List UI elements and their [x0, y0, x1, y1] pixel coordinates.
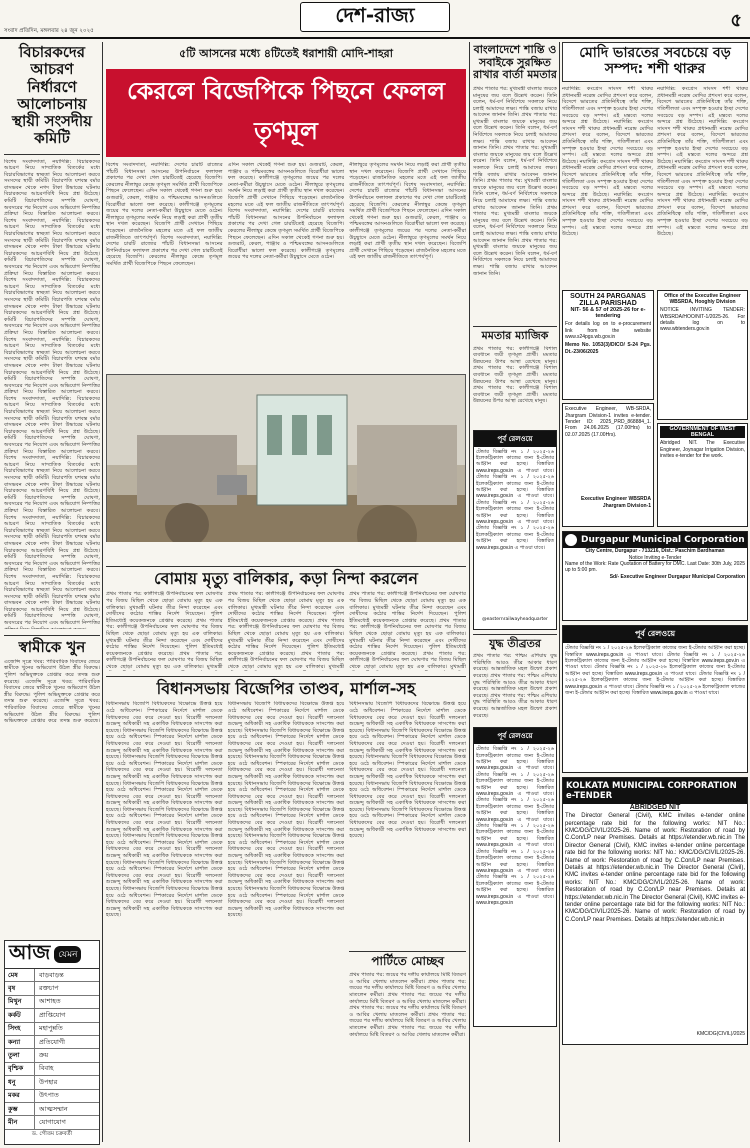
rashi-row: [5, 1036, 99, 1049]
rashi-value: আশাহত: [39, 997, 61, 1006]
rashi-sign: মকর: [5, 1090, 35, 1102]
rashi-value: আত্মসম্মান: [39, 1104, 68, 1113]
party-headline: পার্টিতে মোচ্ছব: [349, 951, 466, 972]
eastern-rail-ad-2: পূর্ব রেলওয়ে টেন্ডার বিজ্ঞপ্তি নং ১ / ২০২৫-২৬ ইলেকট্রিক্যাল কাজের জন্য ই-টেন্ডার আহ্বান করা হচ্ছে। বিস্তারিত www.ireps.gov.in এ পাওয়া যাবে। টেন্ডার বিজ্ঞপ্তি নং ১ / ২০২৫-২৬ ইলেকট্রিক্যাল কাজের জন্য ই-টেন্ডার আহ্বান করা হচ্ছে। বিস্তারিত www.ireps.gov.in এ পাওয়া যাবে। টেন্ডার বিজ্ঞপ্তি নং ১ / ২০২৫-২৬ ইলেকট্রিক্যাল কাজের জন্য ই-টেন্ডার আহ্বান করা হচ্ছে। বিস্তারিত www.ireps.gov.in এ পাওয়া যাবে। টেন্ডার বিজ্ঞপ্তি নং ১ / ২০২৫-২৬ ইলেকট্রিক্যাল কাজের জন্য ই-টেন্ডার আহ্বান করা হচ্ছে। বিস্তারিত www.ireps.gov.in এ পাওয়া যাবে। টেন্ডার বিজ্ঞপ্তি নং ১ / ২০২৫-২৬ ইলেকট্রিক্যাল কাজের জন্য ই-টেন্ডার আহ্বান করা হচ্ছে। বিস্তারিত www.ireps.gov.in এ পাওয়া যাবে। টেন্ডার বিজ্ঞপ্তি নং ১ / ২০২৫-২৬ ইলেকট্রিক্যাল কাজের জন্য ই-টেন্ডার আহ্বান করা হচ্ছে। বিস্তারিত www.ireps.gov.in এ পাওয়া যাবে। www.ireps.gov.in: [473, 727, 557, 1027]
eastern-rail-ad-1: পূর্ব রেলওয়ে টেন্ডার বিজ্ঞপ্তি নং ১ / ২০২৫-২৬ ইলেকট্রিক্যাল কাজের জন্য ই-টেন্ডার আহ্বান করা হচ্ছে। বিস্তারিত www.ireps.gov.in এ পাওয়া যাবে। টেন্ডার বিজ্ঞপ্তি নং ১ / ২০২৫-২৬ ইলেকট্রিক্যাল কাজের জন্য ই-টেন্ডার আহ্বান করা হচ্ছে। বিস্তারিত www.ireps.gov.in এ পাওয়া যাবে। টেন্ডার বিজ্ঞপ্তি নং ১ / ২০২৫-২৬ ইলেকট্রিক্যাল কাজের জন্য ই-টেন্ডার আহ্বান করা হচ্ছে। বিস্তারিত www.ireps.gov.in এ পাওয়া যাবে। টেন্ডার বিজ্ঞপ্তি নং ১ / ২০২৫-২৬ ইলেকট্রিক্যাল কাজের জন্য ই-টেন্ডার আহ্বান করা হচ্ছে। বিস্তারিত www.ireps.gov.in এ পাওয়া যাবে। @easternrailwayheadquarter: [473, 430, 557, 630]
eastern-rail-ad-3: পূর্ব রেলওয়ে টেন্ডার বিজ্ঞপ্তি নং ১ / ২০২৫-২৬ ইলেকট্রিক্যাল কাজের জন্য ই-টেন্ডার আহ্বান করা হচ্ছে। বিস্তারিত www.ireps.gov.in এ পাওয়া যাবে। টেন্ডার বিজ্ঞপ্তি নং ১ / ২০২৫-২৬ ইলেকট্রিক্যাল কাজের জন্য ই-টেন্ডার আহ্বান করা হচ্ছে। বিস্তারিত www.ireps.gov.in এ পাওয়া যাবে। টেন্ডার বিজ্ঞপ্তি নং ১ / ২০২৫-২৬ ইলেকট্রিক্যাল কাজের জন্য ই-টেন্ডার আহ্বান করা হচ্ছে। বিস্তারিত www.ireps.gov.in এ পাওয়া যাবে। টেন্ডার বিজ্ঞপ্তি নং ১ / ২০২৫-২৬ ইলেকট্রিক্যাল কাজের জন্য ই-টেন্ডার আহ্বান করা হচ্ছে। বিস্তারিত www.ireps.gov.in এ পাওয়া যাবে। টেন্ডার বিজ্ঞপ্তি নং ১ / ২০২৫-২৬ ইলেকট্রিক্যাল কাজের জন্য ই-টেন্ডার আহ্বান করা হচ্ছে। বিস্তারিত www.ireps.gov.in এ পাওয়া যাবে।: [562, 625, 748, 773]
sp24-ad: SOUTH 24 PARGANAS ZILLA PARISHAD NIT- 56 & 57 of 2025-26 for e-tendering For details log on to e-procurement link from the website www.s24pgs.wb.gov.in Memo No. 1053(3)/DICO/ S-24 Pgs. Dt.-23/06/2025: [562, 290, 654, 400]
rashi-row: [5, 1023, 99, 1036]
rashi-value: উৎপাত: [39, 1091, 59, 1100]
rashi-row: [5, 1090, 99, 1103]
col4-headline: বাংলাদেশে শান্তি ও সবাইকে সুরক্ষিত রাখার বার্তা মমতার: [473, 43, 557, 82]
hooghly-ad: Office of the Executive Engineer WBSRDA, Hooghly Division NOTICE INVITING TENDER: WBSRDA/HOO/NIT-1/2025-26. For details log on to www.wbtenders.gov.in: [657, 290, 748, 420]
horoscope-title: আজ: [9, 940, 51, 964]
main-headline: কেরলে বিজেপিকে পিছনে ফেলল তৃণমূল: [106, 69, 466, 157]
vidhan-headline: বিধানসভায় বিজেপির তাণ্ডব, মার্শাল-সহ: [156, 679, 416, 698]
rashi-value: প্রাপ্তিযোগ: [39, 1010, 66, 1019]
rashi-value: রক্তচাপ: [39, 984, 59, 993]
rashi-value: বিবাহ: [39, 1064, 54, 1073]
rashi-value: মহাপুন্নতি: [39, 1024, 63, 1033]
main-body-b: এদিন সকাল থেকেই গণনা শুরু হয়। গুজরাট, কেরল, পাঞ্জাব ও পশ্চিমবঙ্গের আসনগুলিতে বিরোধীরা ভালো ফল করেছে। কালীগঞ্জে তৃণমূলের জয়ের পর দলের নেতা-কর্মীরা উচ্ছ্বাসে মেতে ওঠেন। নীলাম্বুরে তৃণমূলের সমর্থন নিয়ে লড়াই করা প্রার্থী তৃতীয় স্থান দখল করেছেন। বিজেপি প্রার্থী সেখানে পিছিয়ে পড়েছেন। রাজনৈতিক মহলের মতে এই ফল জাতীয় রাজনীতিতে তাৎপর্যপূর্ণ। বিশেষ সংবাদদাতা, নয়াদিল্লি: দেশের চারটি রাজ্যের পাঁচটি বিধানসভা আসনের উপনির্বাচনে ফলাফল প্রকাশের পর দেখা গেল চারটিতেই হেরেছে বিজেপি। কেরলের নীলাম্বুর কেন্দ্রে তৃণমূল সমর্থিত প্রার্থী বিজেপিকে পিছনে ফেলেছেন। এদিন সকাল থেকেই গণনা শুরু হয়। গুজরাট, কেরল, পাঞ্জাব ও পশ্চিমবঙ্গের আসনগুলিতে বিরোধীরা ভালো ফল করেছে। কালীগঞ্জে তৃণমূলের জয়ের পর দলের নেতা-কর্মীরা উচ্ছ্বাসে মেতে ওঠেন।: [227, 162, 345, 261]
rashi-sign: বৃশ্চিক: [5, 1063, 35, 1075]
col5: মোদি ভারতের সবচেয়ে বড় সম্পদ: শশী থারুর নয়াদিল্লি: কংগ্রেস সাংসদ শশী থারুর প্রধানমন্ত্রী নরেন্দ্র মোদির প্রশংসা করে বলেন, বিদেশে ভারতের প্রতিনিধিত্বে তাঁর শক্তি, গতিশীলতা এবং সম্পৃক্ত হওয়ার ইচ্ছা দেশের সবচেয়ে বড় সম্পদ। এই মন্তব্যে দলের অন্দরে প্রশ্ন উঠেছে। নয়াদিল্লি: কংগ্রেস সাংসদ শশী থারুর প্রধানমন্ত্রী নরেন্দ্র মোদির প্রশংসা করে বলেন, বিদেশে ভারতের প্রতিনিধিত্বে তাঁর শক্তি, গতিশীলতা এবং সম্পৃক্ত হওয়ার ইচ্ছা দেশের সবচেয়ে বড় সম্পদ। এই মন্তব্যে দলের অন্দরে প্রশ্ন উঠেছে। নয়াদিল্লি: কংগ্রেস সাংসদ শশী থারুর প্রধানমন্ত্রী নরেন্দ্র মোদির প্রশংসা করে বলেন, বিদেশে ভারতের প্রতিনিধিত্বে তাঁর শক্তি, গতিশীলতা এবং সম্পৃক্ত হওয়ার ইচ্ছা দেশের সবচেয়ে বড় সম্পদ। এই মন্তব্যে দলের অন্দরে প্রশ্ন উঠেছে। নয়াদিল্লি: কংগ্রেস সাংসদ শশী থারুর প্রধানমন্ত্রী নরেন্দ্র মোদির প্রশংসা করে বলেন, বিদেশে ভারতের প্রতিনিধিত্বে তাঁর শক্তি, গতিশীলতা এবং সম্পৃক্ত হওয়ার ইচ্ছা দেশের সবচেয়ে বড় সম্পদ। এই মন্তব্যে দলের অন্দরে প্রশ্ন উঠেছে। নয়াদিল্লি: কংগ্রেস সাংসদ শশী থারুর প্রধানমন্ত্রী নরেন্দ্র মোদির প্রশংসা করে বলেন, বিদেশে ভারতের প্রতিনিধিত্বে তাঁর শক্তি, গতিশীলতা এবং সম্পৃক্ত হওয়ার ইচ্ছা দেশের সবচেয়ে বড় সম্পদ। এই মন্তব্যে দলের অন্দরে প্রশ্ন উঠেছে। নয়াদিল্লি: কংগ্রেস সাংসদ শশী থারুর প্রধানমন্ত্রী নরেন্দ্র মোদির প্রশংসা করে বলেন, বিদেশে ভারতের প্রতিনিধিত্বে তাঁর শক্তি, গতিশীলতা এবং সম্পৃক্ত হওয়ার ইচ্ছা দেশের সবচেয়ে বড় সম্পদ। এই মন্তব্যে দলের অন্দরে প্রশ্ন উঠেছে। নয়াদিল্লি: কংগ্রেস সাংসদ শশী থারুর প্রধানমন্ত্রী নরেন্দ্র মোদির প্রশংসা করে বলেন, বিদেশে ভারতের প্রতিনিধিত্বে তাঁর শক্তি, গতিশীলতা এবং সম্পৃক্ত হওয়ার ইচ্ছা দেশের সবচেয়ে বড় সম্পদ। এই মন্তব্যে দলের অন্দরে প্রশ্ন উঠেছে। নয়াদিল্লি: কংগ্রেস সাংসদ শশী থারুর প্রধানমন্ত্রী নরেন্দ্র মোদির প্রশংসা করে বলেন, বিদেশে ভারতের প্রতিনিধিত্বে তাঁর শক্তি, গতিশীলতা এবং সম্পৃক্ত হওয়ার ইচ্ছা দেশের সবচেয়ে বড় সম্পদ। এই মন্তব্যে দলের অন্দরে প্রশ্ন উঠেছে। SOUTH 24 PARGANAS ZILLA PARISHAD NIT- 56 & 57 of 2025-26 for e-tendering For details log on to e-procurement link from the website www.s24pgs.wb.gov.in Memo No. 1053(3)/DICO/ S-24 Pgs. Dt.-23/06/2025 Executive Engineer, WB-SRDA, Jhargram Division-1 invites e-tender. Tender ID: 2025_PRD_868884_1. From 24.06.2025 (17.00Hrs) to 02.07.2025 (17.00Hrs). Executive Engineer WBSRDA Jhargram Division-1 Office of the Executive Engineer WBSRDA, Hooghly Division NOTICE INVITING TENDER: WBSRDA/HOO/NIT-1/2025-26. For details log on to www.wbtenders.gov.in GOVERNMENT OF WEST BENGAL Abridged NIT. The Executive Engineer, Joynagar Irrigation Division, invites e-tender for the work. Durgapur Municipal Corporation City Centre, Durgapur - 713216, Dist.: Paschim Bardhaman Notice Inviting e-Tender Name of the Work: Rate Quotation of Battery for DMC. Last Date: 30th July, 2025 up to 5:00 pm. Sd/- Executive Engineer Durgapur Municipal Corporation পূর্ব রেলওয়ে টেন্ডার বিজ্ঞপ্তি নং ১ / ২০২৫-২৬ ইলেকট্রিক্যাল কাজের জন্য ই-টেন্ডার আহ্বান করা হচ্ছে। বিস্তারিত www.ireps.gov.in এ পাওয়া যাবে। টেন্ডার বিজ্ঞপ্তি নং ১ / ২০২৫-২৬ ইলেকট্রিক্যাল কাজের জন্য ই-টেন্ডার আহ্বান করা হচ্ছে। বিস্তারিত www.ireps.gov.in এ পাওয়া যাবে। টেন্ডার বিজ্ঞপ্তি নং ১ / ২০২৫-২৬ ইলেকট্রিক্যাল কাজের জন্য ই-টেন্ডার আহ্বান করা হচ্ছে। বিস্তারিত www.ireps.gov.in এ পাওয়া যাবে। টেন্ডার বিজ্ঞপ্তি নং ১ / ২০২৫-২৬ ইলেকট্রিক্যাল কাজের জন্য ই-টেন্ডার আহ্বান করা হচ্ছে। বিস্তারিত www.ireps.gov.in এ পাওয়া যাবে। টেন্ডার বিজ্ঞপ্তি নং ১ / ২০২৫-২৬ ইলেকট্রিক্যাল কাজের জন্য ই-টেন্ডার আহ্বান করা হচ্ছে। বিস্তারিত www.ireps.gov.in এ পাওয়া যাবে। KOLKATA MUNICIPAL CORPORATION e-TENDER ABRIDGED NIT The Director General (Civil), KMC invites e-tender online percentage rate bid for the following works: NIT No.: KMC/DG/CIVIL/2025-26. Name of work: Restoration of road by C.Con/LP near Premises. Details at https://etender.wb.nic.in The Director General (Civil), KMC invites e-tender online percentage rate bid for the following works: NIT No.: KMC/DG/CIVIL/2025-26. Name of work: Restoration of road by C.Con/LP near Premises. Details at https://etender.wb.nic.in The Director General (Civil), KMC invites e-tender online percentage rate bid for the following works: NIT No.: KMC/DG/CIVIL/2025-26. Name of work: Restoration of road by C.Con/LP near Premises. Details at https://etender.wb.nic.in The Director General (Civil), KMC invites e-tender online percentage rate bid for the following works: NIT No.: KMC/DG/CIVIL/2025-26. Name of work: Restoration of road by C.Con/LP near Premises. Details at https://etender.wb.nic.in KMC/DG(CIVIL)/2025: [562, 42, 748, 1146]
astrologer: ড. গৌতম চক্রবর্তী: [31, 1130, 73, 1137]
col1-article: [4, 42, 100, 722]
rashi-row: [5, 1076, 99, 1089]
rashi-sign: কর্কট: [5, 1009, 35, 1021]
section-title: দেশ-রাজ্য: [300, 2, 450, 32]
rashi-sign: বৃষ: [5, 982, 35, 994]
col1-body: বিশেষ সংবাদদাতা, নয়াদিল্লি: বিচারকদের আচরণ নিয়ে সাম্প্রতিক বিতর্কের মধ্যে বিচারবিভাগের স্বচ্ছতা নিয়ে আলোচনা করবে সংসদের স্থায়ী কমিটি। বিচারপতি যশবন্ত বর্মার বাসভবন থেকে নগদ টাকা উদ্ধারের ঘটনায় বিচারকদের আচরণবিধি নিয়ে প্রশ্ন উঠেছে। কমিটি বিচারপতিদের সম্পত্তি ঘোষণা, অবসরের পর নিয়োগ এবং অভিযোগ নিষ্পত্তির প্রক্রিয়া নিয়ে বিস্তারিত আলোচনা করবে। বিশেষ সংবাদদাতা, নয়াদিল্লি: বিচারকদের আচরণ নিয়ে সাম্প্রতিক বিতর্কের মধ্যে বিচারবিভাগের স্বচ্ছতা নিয়ে আলোচনা করবে সংসদের স্থায়ী কমিটি। বিচারপতি যশবন্ত বর্মার বাসভবন থেকে নগদ টাকা উদ্ধারের ঘটনায় বিচারকদের আচরণবিধি নিয়ে প্রশ্ন উঠেছে। কমিটি বিচারপতিদের সম্পত্তি ঘোষণা, অবসরের পর নিয়োগ এবং অভিযোগ নিষ্পত্তির প্রক্রিয়া নিয়ে বিস্তারিত আলোচনা করবে। বিশেষ সংবাদদাতা, নয়াদিল্লি: বিচারকদের আচরণ নিয়ে সাম্প্রতিক বিতর্কের মধ্যে বিচারবিভাগের স্বচ্ছতা নিয়ে আলোচনা করবে সংসদের স্থায়ী কমিটি। বিচারপতি যশবন্ত বর্মার বাসভবন থেকে নগদ টাকা উদ্ধারের ঘটনায় বিচারকদের আচরণবিধি নিয়ে প্রশ্ন উঠেছে। কমিটি বিচারপতিদের সম্পত্তি ঘোষণা, অবসরের পর নিয়োগ এবং অভিযোগ নিষ্পত্তির প্রক্রিয়া নিয়ে বিস্তারিত আলোচনা করবে। বিশেষ সংবাদদাতা, নয়াদিল্লি: বিচারকদের আচরণ নিয়ে সাম্প্রতিক বিতর্কের মধ্যে বিচারবিভাগের স্বচ্ছতা নিয়ে আলোচনা করবে সংসদের স্থায়ী কমিটি। বিচারপতি যশবন্ত বর্মার বাসভবন থেকে নগদ টাকা উদ্ধারের ঘটনায় বিচারকদের আচরণবিধি নিয়ে প্রশ্ন উঠেছে। কমিটি বিচারপতিদের সম্পত্তি ঘোষণা, অবসরের পর নিয়োগ এবং অভিযোগ নিষ্পত্তির প্রক্রিয়া নিয়ে বিস্তারিত আলোচনা করবে। বিশেষ সংবাদদাতা, নয়াদিল্লি: বিচারকদের আচরণ নিয়ে সাম্প্রতিক বিতর্কের মধ্যে বিচারবিভাগের স্বচ্ছতা নিয়ে আলোচনা করবে সংসদের স্থায়ী কমিটি। বিচারপতি যশবন্ত বর্মার বাসভবন থেকে নগদ টাকা উদ্ধারের ঘটনায় বিচারকদের আচরণবিধি নিয়ে প্রশ্ন উঠেছে। কমিটি বিচারপতিদের সম্পত্তি ঘোষণা, অবসরের পর নিয়োগ এবং অভিযোগ নিষ্পত্তির প্রক্রিয়া নিয়ে বিস্তারিত আলোচনা করবে। বিশেষ সংবাদদাতা, নয়াদিল্লি: বিচারকদের আচরণ নিয়ে সাম্প্রতিক বিতর্কের মধ্যে বিচারবিভাগের স্বচ্ছতা নিয়ে আলোচনা করবে সংসদের স্থায়ী কমিটি। বিচারপতি যশবন্ত বর্মার বাসভবন থেকে নগদ টাকা উদ্ধারের ঘটনায় বিচারকদের আচরণবিধি নিয়ে প্রশ্ন উঠেছে। কমিটি বিচারপতিদের সম্পত্তি ঘোষণা, অবসরের পর নিয়োগ এবং অভিযোগ নিষ্পত্তির প্রক্রিয়া নিয়ে বিস্তারিত আলোচনা করবে। বিশেষ সংবাদদাতা, নয়াদিল্লি: বিচারকদের আচরণ নিয়ে সাম্প্রতিক বিতর্কের মধ্যে বিচারবিভাগের স্বচ্ছতা নিয়ে আলোচনা করবে সংসদের স্থায়ী কমিটি। বিচারপতি যশবন্ত বর্মার বাসভবন থেকে নগদ টাকা উদ্ধারের ঘটনায় বিচারকদের আচরণবিধি নিয়ে প্রশ্ন উঠেছে। কমিটি বিচারপতিদের সম্পত্তি ঘোষণা, অবসরের পর নিয়োগ এবং অভিযোগ নিষ্পত্তির প্রক্রিয়া নিয়ে বিস্তারিত আলোচনা করবে। বিশেষ সংবাদদাতা, নয়াদিল্লি: বিচারকদের আচরণ নিয়ে সাম্প্রতিক বিতর্কের মধ্যে বিচারবিভাগের স্বচ্ছতা নিয়ে আলোচনা করবে সংসদের স্থায়ী কমিটি। বিচারপতি যশবন্ত বর্মার বাসভবন থেকে নগদ টাকা উদ্ধারের ঘটনায় বিচারকদের আচরণবিধি নিয়ে প্রশ্ন উঠেছে। কমিটি বিচারপতিদের সম্পত্তি ঘোষণা, অবসরের পর নিয়োগ এবং অভিযোগ নিষ্পত্তির: [4, 158, 100, 627]
horoscope-sub: যেমন: [54, 946, 81, 963]
rashi-value: যোগাযোগ: [39, 1117, 66, 1126]
col1-body2: এজেন্সি সূত্রে খবর: পারিবারিক বিবাদের জেরে স্বামীকে খুনের অভিযোগ উঠল স্ত্রীর বিরুদ্ধে। পুলিশ অভিযুক্তকে গ্রেপ্তার করে তদন্ত শুরু করেছে। এজেন্সি সূত্রে খবর: পারিবারিক বিবাদের জেরে স্বামীকে খুনের অভিযোগ উঠল স্ত্রীর বিরুদ্ধে। পুলিশ অভিযুক্তকে গ্রেপ্তার করে তদন্ত শুরু করেছে। এজেন্সি সূত্রে খবর: পারিবারিক বিবাদের জেরে স্বামীকে খুনের অভিযোগ উঠল স্ত্রীর বিরুদ্ধে। পুলিশ অভিযুক্তকে গ্রেপ্তার করে তদন্ত শুরু করেছে।: [4, 658, 100, 722]
masthead-date: সংবাদ প্রতিদিন, মঙ্গলবার ২৪ জুন ২০২৫: [4, 28, 94, 34]
page-number: ৫: [730, 10, 742, 31]
govt-wb-ad: GOVERNMENT OF WEST BENGAL Abridged NIT. The Executive Engineer, Joynagar Irrigation Division, invites e-tender for the work.: [657, 423, 748, 527]
mosque-photo: [107, 375, 466, 542]
dmc-logo-icon: [565, 534, 577, 546]
rashi-value: উপহার: [39, 1077, 58, 1086]
wbsrda-jhargram-ad: Executive Engineer, WB-SRDA, Jhargram Division-1 invites e-tender. Tender ID: 2025_PRD_868884_1. From 24.06.2025 (17.00Hrs) to 02.07.2025 (17.00Hrs). Executive Engineer WBSRDA Jhargram Division-1: [562, 403, 654, 527]
main-body-a: বিশেষ সংবাদদাতা, নয়াদিল্লি: দেশের চারটি রাজ্যের পাঁচটি বিধানসভা আসনের উপনির্বাচনে ফলাফল প্রকাশের পর দেখা গেল চারটিতেই হেরেছে বিজেপি। কেরলের নীলাম্বুর কেন্দ্রে তৃণমূল সমর্থিত প্রার্থী বিজেপিকে পিছনে ফেলেছেন। এদিন সকাল থেকেই গণনা শুরু হয়। গুজরাট, কেরল, পাঞ্জাব ও পশ্চিমবঙ্গের আসনগুলিতে বিরোধীরা ভালো ফল করেছে। কালীগঞ্জে তৃণমূলের জয়ের পর দলের নেতা-কর্মীরা উচ্ছ্বাসে মেতে ওঠেন। নীলাম্বুরে তৃণমূলের সমর্থন নিয়ে লড়াই করা প্রার্থী তৃতীয় স্থান দখল করেছেন। বিজেপি প্রার্থী সেখানে পিছিয়ে পড়েছেন। রাজনৈতিক মহলের মতে এই ফল জাতীয় রাজনীতিতে তাৎপর্যপূর্ণ। বিশেষ সংবাদদাতা, নয়াদিল্লি: দেশের চারটি রাজ্যের পাঁচটি বিধানসভা আসনের উপনির্বাচনে ফলাফল প্রকাশের পর দেখা গেল চারটিতেই হেরেছে বিজেপি। কেরলের নীলাম্বুর কেন্দ্রে তৃণমূল সমর্থিত প্রার্থী বিজেপিকে পিছনে ফেলেছেন।: [106, 162, 223, 267]
rashi-sign: মিথুন: [5, 996, 35, 1008]
bomb-story: বোমায় মৃত্যু বালিকার, কড়া নিন্দা করলেন প্রথম পাতার পর: কালীগঞ্জে উপনির্বাচনের ফল ঘোষণার পর বিজয় মিছিল থেকে ছোড়া বোমায় মৃত্যু হয় এক বালিকার। মুখ্যমন্ত্রী ঘটনার তীব্র নিন্দা করেছেন এবং দোষীদের কঠোর শাস্তির নির্দেশ দিয়েছেন। পুলিশ ইতিমধ্যেই কয়েকজনকে গ্রেপ্তার করেছে। প্রথম পাতার পর: কালীগঞ্জে উপনির্বাচনের ফল ঘোষণার পর বিজয় মিছিল থেকে ছোড়া বোমায় মৃত্যু হয় এক বালিকার। মুখ্যমন্ত্রী ঘটনার তীব্র নিন্দা করেছেন এবং দোষীদের কঠোর শাস্তির নির্দেশ দিয়েছেন। পুলিশ ইতিমধ্যেই কয়েকজনকে গ্রেপ্তার করেছে। প্রথম পাতার পর: কালীগঞ্জে উপনির্বাচনের ফল ঘোষণার পর বিজয় মিছিল থেকে ছোড়া বোমায় মৃত্যু হয় এক বালিকার। মুখ্যমন্ত্রী প্রথম পাতার পর: কালীগঞ্জে উপনির্বাচনের ফল ঘোষণার পর বিজয় মিছিল থেকে ছোড়া বোমায় মৃত্যু হয় এক বালিকার। মুখ্যমন্ত্রী ঘটনার তীব্র নিন্দা করেছেন এবং দোষীদের কঠোর শাস্তির নির্দেশ দিয়েছেন। পুলিশ ইতিমধ্যেই কয়েকজনকে গ্রেপ্তার করেছে। প্রথম পাতার পর: কালীগঞ্জে উপনির্বাচনের ফল ঘোষণার পর বিজয় মিছিল থেকে ছোড়া বোমায় মৃত্যু হয় এক বালিকার। মুখ্যমন্ত্রী ঘটনার তীব্র নিন্দা করেছেন এবং দোষীদের কঠোর শাস্তির নির্দেশ দিয়েছেন। পুলিশ ইতিমধ্যেই কয়েকজনকে গ্রেপ্তার করেছে। প্রথম পাতার পর: কালীগঞ্জে উপনির্বাচনের ফল ঘোষণার পর বিজয় মিছিল থেকে ছোড়া বোমায় মৃত্যু হয় এক বালিকার। মুখ্যমন্ত্রী প্রথম পাতার পর: কালীগঞ্জে উপনির্বাচনের ফল ঘোষণার পর বিজয় মিছিল থেকে ছোড়া বোমায় মৃত্যু হয় এক বালিকার। মুখ্যমন্ত্রী ঘটনার তীব্র নিন্দা করেছেন এবং দোষীদের কঠোর শাস্তির নির্দেশ দিয়েছেন। পুলিশ ইতিমধ্যেই কয়েকজনকে গ্রেপ্তার করেছে। প্রথম পাতার পর: কালীগঞ্জে উপনির্বাচনের ফল ঘোষণার পর বিজয় মিছিল থেকে ছোড়া বোমায় মৃত্যু হয় এক বালিকার। মুখ্যমন্ত্রী ঘটনার তীব্র নিন্দা করেছেন এবং দোষীদের কঠোর শাস্তির নির্দেশ দিয়েছেন। পুলিশ ইতিমধ্যেই কয়েকজনকে গ্রেপ্তার করেছে। প্রথম পাতার পর: কালীগঞ্জে উপনির্বাচনের ফল ঘোষণার পর বিজয় মিছিল থেকে ছোড়া বোমায় মৃত্যু হয় এক বালিকার। মুখ্যমন্ত্রী: [106, 566, 466, 674]
rashi-row: [5, 1116, 99, 1129]
main-photo: [106, 374, 466, 542]
rashi-list: [5, 969, 99, 1130]
col4-headline3: যুদ্ধ তীব্রতর: [473, 634, 557, 654]
col-divider: [469, 42, 470, 1142]
rashi-row: [5, 1049, 99, 1062]
rashi-row: [5, 982, 99, 995]
rashi-sign: কুম্ভ: [5, 1103, 35, 1115]
rashi-row: [5, 996, 99, 1009]
col-divider: [102, 42, 103, 1142]
col1-headline: বিচারকদের আচরণ নির্ধারণে আলোচনায় স্থায়ী সংসদীয় কমিটি: [4, 42, 100, 155]
rashi-sign: তুলা: [5, 1049, 35, 1061]
col5-headline: মোদি ভারতের সবচেয়ে বড় সম্পদ: শশী থারুর: [562, 42, 748, 82]
top-rule: [0, 37, 750, 39]
vidhan-story: বিধানসভায় বিজেপির তাণ্ডব, মার্শাল-সহ বিধানসভায় বিজেপি বিধায়কদের বিক্ষোভে উত্তপ্ত হয়ে ওঠে অধিবেশন। স্পিকারের নির্দেশে মার্শাল ডেকে বিধায়কদের বের করে দেওয়া হয়। বিরোধী দলনেতা শুভেন্দু অধিকারী সহ একাধিক বিধায়ককে সাসপেন্ড করা হয়েছে। বিধানসভায় বিজেপি বিধায়কদের বিক্ষোভে উত্তপ্ত হয়ে ওঠে অধিবেশন। স্পিকারের নির্দেশে মার্শাল ডেকে বিধায়কদের বের করে দেওয়া হয়। বিরোধী দলনেতা শুভেন্দু অধিকারী সহ একাধিক বিধায়ককে সাসপেন্ড করা হয়েছে। বিধানসভায় বিজেপি বিধায়কদের বিক্ষোভে উত্তপ্ত হয়ে ওঠে অধিবেশন। স্পিকারের নির্দেশে মার্শাল ডেকে বিধায়কদের বের করে দেওয়া হয়। বিরোধী দলনেতা শুভেন্দু অধিকারী সহ একাধিক বিধায়ককে সাসপেন্ড করা হয়েছে। বিধানসভায় বিজেপি বিধায়কদের বিক্ষোভে উত্তপ্ত হয়ে ওঠে অধিবেশন। স্পিকারের নির্দেশে মার্শাল ডেকে বিধায়কদের বের করে দেওয়া হয়। বিরোধী দলনেতা শুভেন্দু অধিকারী সহ একাধিক বিধায়ককে সাসপেন্ড করা হয়েছে। বিধানসভায় বিজেপি বিধায়কদের বিক্ষোভে উত্তপ্ত হয়ে ওঠে অধিবেশন। স্পিকারের নির্দেশে মার্শাল ডেকে বিধায়কদের বের করে দেওয়া হয়। বিরোধী দলনেতা শুভেন্দু অধিকারী সহ একাধিক বিধায়ককে সাসপেন্ড করা হয়েছে। বিধানসভায় বিজেপি বিধায়কদের বিক্ষোভে উত্তপ্ত হয়ে ওঠে অধিবেশন। স্পিকারের নির্দেশে মার্শাল ডেকে বিধায়কদের বের করে দেওয়া হয়। বিরোধী দলনেতা শুভেন্দু অধিকারী সহ একাধিক বিধায়ককে সাসপেন্ড করা হয়েছে। বিধানসভায় বিজেপি বিধায়কদের বিক্ষোভে উত্তপ্ত হয়ে ওঠে অধিবেশন। স্পিকারের নির্দেশে মার্শাল ডেকে বিধায়কদের বের করে দেওয়া হয়। বিরোধী দলনেতা শুভেন্দু অধিকারী সহ একাধিক বিধায়ককে সাসপেন্ড করা হয়েছে। বিধানসভায় বিজেপি বিধায়কদের বিক্ষোভে উত্তপ্ত হয়ে ওঠে অধিবেশন। স্পিকারের নির্দেশে মার্শাল ডেকে বিধায়কদের বের করে দেওয়া হয়। বিরোধী দলনেতা শুভেন্দু অধিকারী সহ একাধিক বিধায়ককে সাসপেন্ড করা হয়েছে। বিধানসভায় বিজেপি বিধায়কদের বিক্ষোভে উত্তপ্ত হয়ে ওঠে অধিবেশন। স্পিকারের নির্দেশে মার্শাল ডেকে বিধায়কদের বের করে দেওয়া হয়। বিরোধী দলনেতা শুভেন্দু অধিকারী সহ একাধিক বিধায়ককে সাসপেন্ড করা হয়েছে। বিধানসভায় বিজেপি বিধায়কদের বিক্ষোভে উত্তপ্ত হয়ে ওঠে অধিবেশন। স্পিকারের নির্দেশে মার্শাল ডেকে বিধায়কদের বের করে দেওয়া হয়। বিরোধী দলনেতা শুভেন্দু অধিকারী সহ একাধিক বিধায়ককে সাসপেন্ড করা হয়েছে। বিধানসভায় বিজেপি বিধায়কদের বিক্ষোভে উত্তপ্ত হয়ে ওঠে অধিবেশন। স্পিকারের নির্দেশে মার্শাল ডেকে বিধায়কদের বের করে দেওয়া হয়। বিরোধী দলনেতা শুভেন্দু অধিকারী সহ একাধিক বিধায়ককে সাসপেন্ড করা হয়েছে। বিধানসভায় বিজেপি বিধায়কদের বিক্ষোভে উত্তপ্ত হয়ে ওঠে অধিবেশন। স্পিকারের নির্দেশে মার্শাল ডেকে বিধায়কদের বের করে দেওয়া হয়। বিরোধী দলনেতা শুভেন্দু অধিকারী সহ একাধিক বিধায়ককে সাসপেন্ড করা হয়েছে। বিধানসভায় বিজেপি বিধায়কদের বিক্ষোভে উত্তপ্ত হয়ে ওঠে অধিবেশন। স্পিকারের নির্দেশে মার্শাল ডেকে বিধায়কদের বের করে দেওয়া হয়। বিরোধী দলনেতা শুভেন্দু অধিকারী সহ একাধিক বিধায়ককে সাসপেন্ড করা হয়েছে। বিধানসভায় বিজেপি বিধায়কদের বিক্ষোভে উত্তপ্ত হয়ে ওঠে অধিবেশন। স্পিকারের নির্দেশে মার্শাল ডেকে বিধায়কদের বের করে দেওয়া হয়। বিরোধী দলনেতা শুভেন্দু অধিকারী সহ একাধিক বিধায়ককে সাসপেন্ড করা হয়েছে। বিধানসভায় বিজেপি বিধায়কদের বিক্ষোভে উত্তপ্ত হয়ে ওঠে অধিবেশন। স্পিকারের নির্দেশে মার্শাল ডেকে বিধায়কদের বের করে দেওয়া হয়। বিরোধী দলনেতা শুভেন্দু অধিকারী সহ একাধিক বিধায়ককে সাসপেন্ড করা হয়েছে। বিধানসভায় বিজেপি বিধায়কদের বিক্ষোভে উত্তপ্ত হয়ে ওঠে অধিবেশন। স্পিকারের নির্দেশে মার্শাল ডেকে বিধায়কদের বের করে দেওয়া হয়। বিরোধী দলনেতা শুভেন্দু অধিকারী সহ একাধিক বিধায়ককে সাসপেন্ড করা হয়েছে। বিধানসভায় বিজেপি বিধায়কদের বিক্ষোভে উত্তপ্ত হয়ে ওঠে অধিবেশন। স্পিকারের নির্দেশে মার্শাল ডেকে বিধায়কদের বের করে দেওয়া হয়। বিরোধী দলনেতা শুভেন্দু অধিকারী সহ একাধিক বিধায়ককে সাসপেন্ড করা হয়েছে। বিধানসভায় বিজেপি বিধায়কদের বিক্ষোভে উত্তপ্ত হয়ে ওঠে অধিবেশন। স্পিকারের নির্দেশে মার্শাল ডেকে বিধায়কদের বের করে দেওয়া হয়। বিরোধী দলনেতা শুভেন্দু অধিকারী সহ একাধিক বিধায়ককে সাসপেন্ড করা হয়েছে। বিধানসভায় বিজেপি বিধায়কদের বিক্ষোভে উত্তপ্ত হয়ে ওঠে অধিবেশন। স্পিকারের নির্দেশে মার্শাল ডেকে বিধায়কদের বের করে দেওয়া হয়। বিরোধী দলনেতা শুভেন্দু অধিকারী সহ একাধিক বিধায়ককে সাসপেন্ড করা হয়েছে। বিধানসভায় বিজেপি বিধায়কদের বিক্ষোভে উত্তপ্ত হয়ে ওঠে অধিবেশন। স্পিকারের নির্দেশে মার্শাল ডেকে বিধায়কদের বের করে দেওয়া হয়। বিরোধী দলনেতা শুভেন্দু অধিকারী সহ একাধিক বিধায়ককে সাসপেন্ড করা হয়েছে। বিধানসভায় বিজেপি বিধায়কদের বিক্ষোভে উত্তপ্ত হয়ে ওঠে অধিবেশন। স্পিকারের নির্দেশে মার্শাল ডেকে বিধায়কদের বের করে দেওয়া হয়। বিরোধী দলনেতা শুভেন্দু অধিকারী সহ একাধিক বিধায়ককে সাসপেন্ড করা হয়েছে। পার্টিতে মোচ্ছব প্রথম পাতার পর: জয়ের পর দলীয় কার্যালয়ে মিষ্টি বিতরণ ও আবির খেলায় মাতলেন কর্মীরা। প্রথম পাতার পর: জয়ের পর দলীয় কার্যালয়ে মিষ্টি বিতরণ ও আবির খেলায় মাতলেন কর্মীরা। প্রথম পাতার পর: জয়ের পর দলীয় কার্যালয়ে মিষ্টি বিতরণ ও আবির খেলায় মাতলেন কর্মীরা। প্রথম পাতার পর: জয়ের পর দলীয় কার্যালয়ে মিষ্টি বিতরণ ও আবির খেলায় মাতলেন কর্মীরা। প্রথম পাতার পর: জয়ের পর দলীয় কার্যালয়ে মিষ্টি বিতরণ ও আবির খেলায় মাতলেন কর্মীরা। প্রথম পাতার পর: জয়ের পর দলীয় কার্যালয়ে মিষ্টি বিতরণ ও আবির খেলায় মাতলেন কর্মীরা।: [106, 676, 466, 1144]
main-kicker: ৫টি আসনের মধ্যে ৪টিতেই ধরাশায়ী মোদি-শাহরা: [179, 47, 393, 60]
rashi-sign: সিংহ: [5, 1023, 35, 1035]
durgapur-mc-ad: Durgapur Municipal Corporation City Centre, Durgapur - 713216, Dist.: Paschim Bardhaman Notice Inviting e-Tender Name of the Work: Rate Quotation of Battery for DMC. Last Date: 30th July, 2025 up to 5:00 pm. Sd/- Executive Engineer Durgapur Municipal Corporation: [562, 531, 748, 621]
main-body-c: নীলাম্বুরে তৃণমূলের সমর্থন নিয়ে লড়াই করা প্রার্থী তৃতীয় স্থান দখল করেছেন। বিজেপি প্রার্থী সেখানে পিছিয়ে পড়েছেন। রাজনৈতিক মহলের মতে এই ফল জাতীয় রাজনীতিতে তাৎপর্যপূর্ণ। বিশেষ সংবাদদাতা, নয়াদিল্লি: দেশের চারটি রাজ্যের পাঁচটি বিধানসভা আসনের উপনির্বাচনে ফলাফল প্রকাশের পর দেখা গেল চারটিতেই হেরেছে বিজেপি। কেরলের নীলাম্বুর কেন্দ্রে তৃণমূল সমর্থিত প্রার্থী বিজেপিকে পিছনে ফেলেছেন। এদিন সকাল থেকেই গণনা শুরু হয়। গুজরাট, কেরল, পাঞ্জাব ও পশ্চিমবঙ্গের আসনগুলিতে বিরোধীরা ভালো ফল করেছে। কালীগঞ্জে তৃণমূলের জয়ের পর দলের নেতা-কর্মীরা উচ্ছ্বাসে মেতে ওঠেন। নীলাম্বুরে তৃণমূলের সমর্থন নিয়ে লড়াই করা প্রার্থী তৃতীয় স্থান দখল করেছেন। বিজেপি প্রার্থী সেখানে পিছিয়ে পড়েছেন। রাজনৈতিক মহলের মতে এই ফল জাতীয় রাজনীতিতে তাৎপর্যপূর্ণ।: [349, 162, 466, 261]
col-divider: [559, 42, 560, 1142]
rashi-value: ক্রয়: [39, 1051, 49, 1060]
rashi-row: [5, 1009, 99, 1022]
rashi-sign: মেষ: [5, 969, 35, 981]
rashi-value: বাড়বাড়ন্ত: [39, 970, 64, 979]
rashi-sign: ধনু: [5, 1076, 35, 1088]
rashi-row: [5, 969, 99, 982]
bomb-headline: বোমায় মৃত্যু বালিকার, কড়া নিন্দা করলেন: [154, 569, 418, 588]
main-story: [106, 42, 466, 542]
kmc-etender-ad: KOLKATA MUNICIPAL CORPORATION e-TENDER ABRIDGED NIT The Director General (Civil), KMC invites e-tender online percentage rate bid for the following works: NIT No.: KMC/DG/CIVIL/2025-26. Name of work: Restoration of road by C.Con/LP near Premises. Details at https://etender.wb.nic.in The Director General (Civil), KMC invites e-tender online percentage rate bid for the following works: NIT No.: KMC/DG/CIVIL/2025-26. Name of work: Restoration of road by C.Con/LP near Premises. Details at https://etender.wb.nic.in The Director General (Civil), KMC invites e-tender online percentage rate bid for the following works: NIT No.: KMC/DG/CIVIL/2025-26. Name of work: Restoration of road by C.Con/LP near Premises. Details at https://etender.wb.nic.in The Director General (Civil), KMC invites e-tender online percentage rate bid for the following works: NIT No.: KMC/DG/CIVIL/2025-26. Name of work: Restoration of road by C.Con/LP near Premises. Details at https://etender.wb.nic.in KMC/DG(CIVIL)/2025: [562, 777, 748, 1045]
horoscope-box: [4, 940, 100, 1145]
rashi-sign: মীন: [5, 1116, 35, 1128]
col4: বাংলাদেশে শান্তি ও সবাইকে সুরক্ষিত রাখার বার্তা মমতার প্রথম পাতার পর: মুখ্যমন্ত্রী বাংলার জয়কে মানুষের জয় বলে উল্লেখ করেন। তিনি বলেন, ধর্ম-বর্ণ নির্বিশেষে সকলকে নিয়ে চলাই আমাদের লক্ষ্য। শান্তি বজায় রাখার আবেদন জানান তিনি। প্রথম পাতার পর: মুখ্যমন্ত্রী বাংলার জয়কে মানুষের জয় বলে উল্লেখ করেন। তিনি বলেন, ধর্ম-বর্ণ নির্বিশেষে সকলকে নিয়ে চলাই আমাদের লক্ষ্য। শান্তি বজায় রাখার আবেদন জানান তিনি। প্রথম পাতার পর: মুখ্যমন্ত্রী বাংলার জয়কে মানুষের জয় বলে উল্লেখ করেন। তিনি বলেন, ধর্ম-বর্ণ নির্বিশেষে সকলকে নিয়ে চলাই আমাদের লক্ষ্য। শান্তি বজায় রাখার আবেদন জানান তিনি। প্রথম পাতার পর: মুখ্যমন্ত্রী বাংলার জয়কে মানুষের জয় বলে উল্লেখ করেন। তিনি বলেন, ধর্ম-বর্ণ নির্বিশেষে সকলকে নিয়ে চলাই আমাদের লক্ষ্য। শান্তি বজায় রাখার আবেদন জানান তিনি। প্রথম পাতার পর: মুখ্যমন্ত্রী বাংলার জয়কে মানুষের জয় বলে উল্লেখ করেন। তিনি বলেন, ধর্ম-বর্ণ নির্বিশেষে সকলকে নিয়ে চলাই আমাদের লক্ষ্য। শান্তি বজায় রাখার আবেদন জানান তিনি। প্রথম পাতার পর: মুখ্যমন্ত্রী বাংলার জয়কে মানুষের জয় বলে উল্লেখ করেন। তিনি বলেন, ধর্ম-বর্ণ নির্বিশেষে সকলকে নিয়ে চলাই আমাদের লক্ষ্য। শান্তি বজায় রাখার আবেদন জানান তিনি। মমতার ম্যাজিক প্রথম পাতার পর: কালীগঞ্জে বিশাল ব্যবধানে জয়ী তৃণমূল প্রার্থী। মমতার উন্নয়নের উপর আস্থা রেখেছে মানুষ। প্রথম পাতার পর: কালীগঞ্জে বিশাল ব্যবধানে জয়ী তৃণমূল প্রার্থী। মমতার উন্নয়নের উপর আস্থা রেখেছে মানুষ। প্রথম পাতার পর: কালীগঞ্জে বিশাল ব্যবধানে জয়ী তৃণমূল প্রার্থী। মমতার উন্নয়নের উপর আস্থা রেখেছে মানুষ। পূর্ব রেলওয়ে টেন্ডার বিজ্ঞপ্তি নং ১ / ২০২৫-২৬ ইলেকট্রিক্যাল কাজের জন্য ই-টেন্ডার আহ্বান করা হচ্ছে। বিস্তারিত www.ireps.gov.in এ পাওয়া যাবে। টেন্ডার বিজ্ঞপ্তি নং ১ / ২০২৫-২৬ ইলেকট্রিক্যাল কাজের জন্য ই-টেন্ডার আহ্বান করা হচ্ছে। বিস্তারিত www.ireps.gov.in এ পাওয়া যাবে। টেন্ডার বিজ্ঞপ্তি নং ১ / ২০২৫-২৬ ইলেকট্রিক্যাল কাজের জন্য ই-টেন্ডার আহ্বান করা হচ্ছে। বিস্তারিত www.ireps.gov.in এ পাওয়া যাবে। টেন্ডার বিজ্ঞপ্তি নং ১ / ২০২৫-২৬ ইলেকট্রিক্যাল কাজের জন্য ই-টেন্ডার আহ্বান করা হচ্ছে। বিস্তারিত www.ireps.gov.in এ পাওয়া যাবে। @easternrailwayheadquarter যুদ্ধ তীব্রতর প্রথম পাতার পর: পশ্চিম এশিয়ায় যুদ্ধ পরিস্থিতি আরও তীব্র আকার ধারণ করেছে। আন্তর্জাতিক মহল উদ্বেগ প্রকাশ করেছে। প্রথম পাতার পর: পশ্চিম এশিয়ায় যুদ্ধ পরিস্থিতি আরও তীব্র আকার ধারণ করেছে। আন্তর্জাতিক মহল উদ্বেগ প্রকাশ করেছে। প্রথম পাতার পর: পশ্চিম এশিয়ায় যুদ্ধ পরিস্থিতি আরও তীব্র আকার ধারণ করেছে। আন্তর্জাতিক মহল উদ্বেগ প্রকাশ করেছে। পূর্ব রেলওয়ে টেন্ডার বিজ্ঞপ্তি নং ১ / ২০২৫-২৬ ইলেকট্রিক্যাল কাজের জন্য ই-টেন্ডার আহ্বান করা হচ্ছে। বিস্তারিত www.ireps.gov.in এ পাওয়া যাবে। টেন্ডার বিজ্ঞপ্তি নং ১ / ২০২৫-২৬ ইলেকট্রিক্যাল কাজের জন্য ই-টেন্ডার আহ্বান করা হচ্ছে। বিস্তারিত www.ireps.gov.in এ পাওয়া যাবে। টেন্ডার বিজ্ঞপ্তি নং ১ / ২০২৫-২৬ ইলেকট্রিক্যাল কাজের জন্য ই-টেন্ডার আহ্বান করা হচ্ছে। বিস্তারিত www.ireps.gov.in এ পাওয়া যাবে। টেন্ডার বিজ্ঞপ্তি নং ১ / ২০২৫-২৬ ইলেকট্রিক্যাল কাজের জন্য ই-টেন্ডার আহ্বান করা হচ্ছে। বিস্তারিত www.ireps.gov.in এ পাওয়া যাবে। টেন্ডার বিজ্ঞপ্তি নং ১ / ২০২৫-২৬ ইলেকট্রিক্যাল কাজের জন্য ই-টেন্ডার আহ্বান করা হচ্ছে। বিস্তারিত www.ireps.gov.in এ পাওয়া যাবে। টেন্ডার বিজ্ঞপ্তি নং ১ / ২০২৫-২৬ ইলেকট্রিক্যাল কাজের জন্য ই-টেন্ডার আহ্বান করা হচ্ছে। বিস্তারিত www.ireps.gov.in এ পাওয়া যাবে। www.ireps.gov.in: [473, 42, 557, 1146]
rashi-row: [5, 1063, 99, 1076]
col1-headline2: স্বামীকে খুন: [4, 635, 100, 656]
masthead: [0, 0, 750, 38]
rashi-row: [5, 1103, 99, 1116]
col4-headline2: মমতার ম্যাজিক: [473, 326, 557, 346]
rail-social: @easternrailwayheadquarter: [482, 616, 548, 622]
rashi-sign: কন্যা: [5, 1036, 35, 1048]
rashi-value: প্রতিযোগী: [39, 1037, 65, 1046]
